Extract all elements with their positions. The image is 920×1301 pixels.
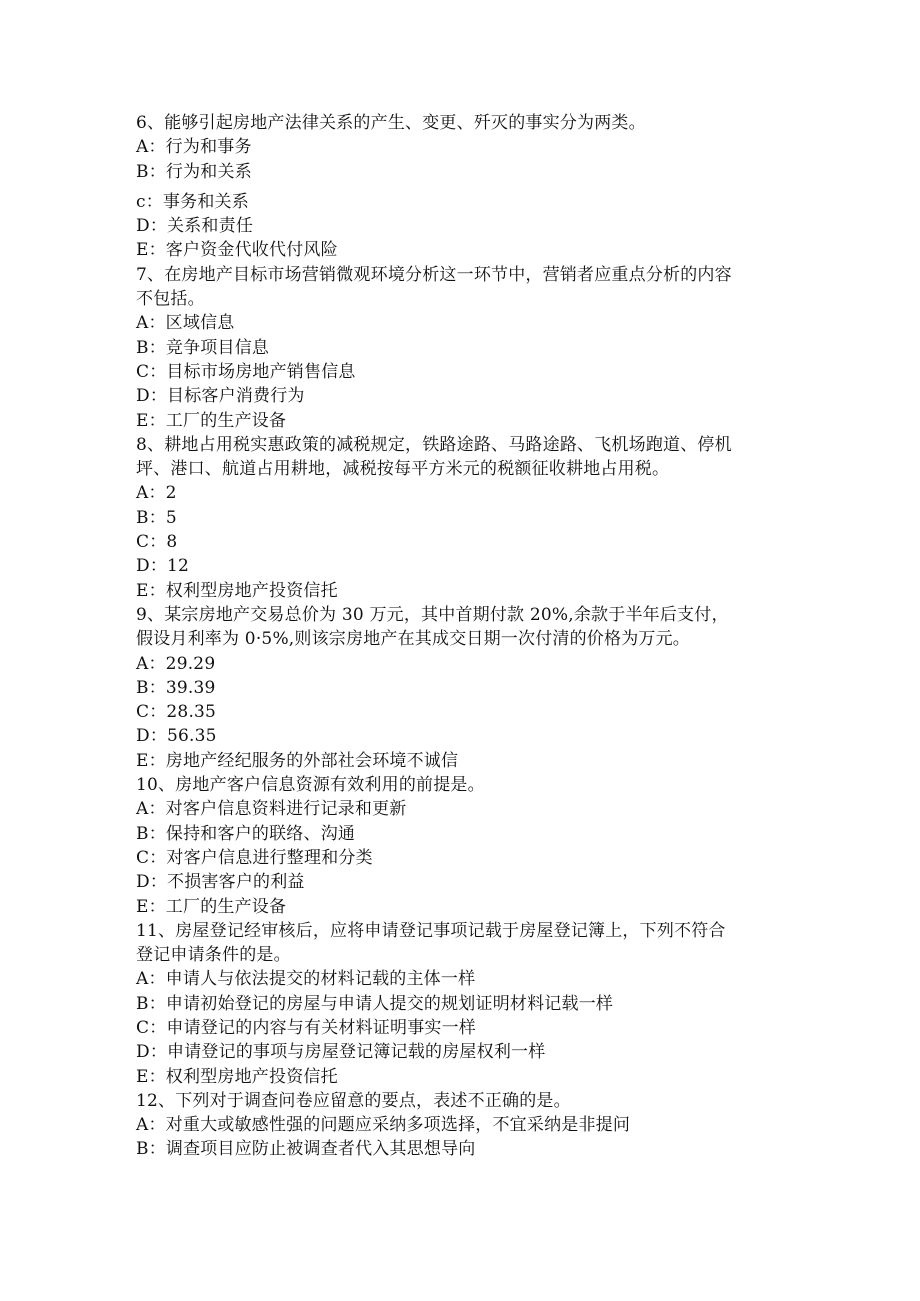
option-d: D：关系和责任 — [136, 216, 254, 237]
document-page — [136, 111, 786, 1162]
option-a: A：区域信息 — [136, 313, 235, 334]
option-b: B：调查项目应防止被调查者代入其思想导向 — [136, 1139, 476, 1160]
question-stem: 10、房地产客户信息资源有效利用的前提是。 — [136, 775, 485, 796]
option-e: E：权利型房地产投资信托 — [136, 1066, 338, 1087]
option-a: A：行为和事务 — [136, 137, 252, 158]
question-stem-continued: 坪、港口、航道占用耕地，减税按每平方米元的税额征收耕地占用税。 — [136, 459, 670, 480]
option-e: E：权利型房地产投资信托 — [136, 580, 338, 601]
question-stem-continued: 登记申请条件的是。 — [136, 945, 291, 966]
option-e: E：房地产经纪服务的外部社会环境不诚信 — [136, 750, 459, 771]
option-e: E：工厂的生产设备 — [136, 896, 287, 917]
question-stem-continued: 不包括。 — [136, 289, 205, 310]
question-stem: 7、在房地产目标市场营销微观环境分析这一环节中，营销者应重点分析的内容 — [136, 264, 732, 285]
option-c: C：申请登记的内容与有关材料证明事实一样 — [136, 1017, 477, 1038]
option-c: C：目标市场房地产销售信息 — [136, 361, 356, 382]
option-b: B：申请初始登记的房屋与申请人提交的规划证明材料记载一样 — [136, 993, 614, 1014]
question-8 — [136, 433, 786, 603]
option-d: D：不损害客户的利益 — [136, 872, 305, 893]
option-b: B：保持和客户的联络、沟通 — [136, 823, 356, 844]
option-b: B：竞争项目信息 — [136, 337, 270, 358]
question-6 — [136, 111, 786, 263]
option-a: A：2 — [136, 483, 177, 504]
question-7 — [136, 263, 786, 433]
question-stem: 8、耕地占用税实惠政策的减税规定，铁路途路、马路途路、飞机场跑道、停机 — [136, 434, 732, 455]
question-stem-continued: 假设月利率为 0·5%,则该宗房地产在其成交日期一次付清的价格为万元。 — [136, 629, 690, 650]
option-d: D：56.35 — [136, 726, 217, 747]
option-e: E：客户资金代收代付风险 — [136, 240, 338, 261]
option-d: D：申请登记的事项与房屋登记簿记载的房屋权利一样 — [136, 1042, 546, 1063]
option-a: A：29.29 — [136, 653, 216, 674]
question-12 — [136, 1089, 786, 1162]
option-c: c：事务和关系 — [136, 191, 249, 212]
option-d: D：目标客户消费行为 — [136, 386, 305, 407]
option-a: A：对重大或敏感性强的问题应采纳多项选择，不宜采纳是非提问 — [136, 1115, 631, 1136]
question-9 — [136, 603, 786, 773]
option-c: C：8 — [136, 532, 178, 553]
question-stem: 9、某宗房地产交易总价为 30 万元，其中首期付款 20%,余款于半年后支付， — [136, 604, 729, 625]
option-d: D：12 — [136, 556, 190, 577]
question-10 — [136, 773, 786, 919]
option-b: B：39.39 — [136, 677, 216, 698]
option-a: A：对客户信息资料进行记录和更新 — [136, 799, 407, 820]
option-a: A：申请人与依法提交的材料记载的主体一样 — [136, 969, 476, 990]
option-e: E：工厂的生产设备 — [136, 410, 287, 431]
option-c: C：28.35 — [136, 702, 217, 723]
option-b: B：行为和关系 — [136, 161, 252, 182]
question-11 — [136, 919, 786, 1089]
question-stem: 6、能够引起房地产法律关系的产生、变更、歼灭的事实分为两类。 — [136, 113, 646, 133]
option-b: B：5 — [136, 507, 177, 528]
question-stem: 12、下列对于调查问卷应留意的要点，表述不正确的是。 — [136, 1090, 571, 1111]
option-c: C：对客户信息进行整理和分类 — [136, 847, 373, 868]
question-stem: 11、房屋登记经审核后，应将申请登记事项记载于房屋登记簿上，下列不符合 — [136, 920, 726, 941]
